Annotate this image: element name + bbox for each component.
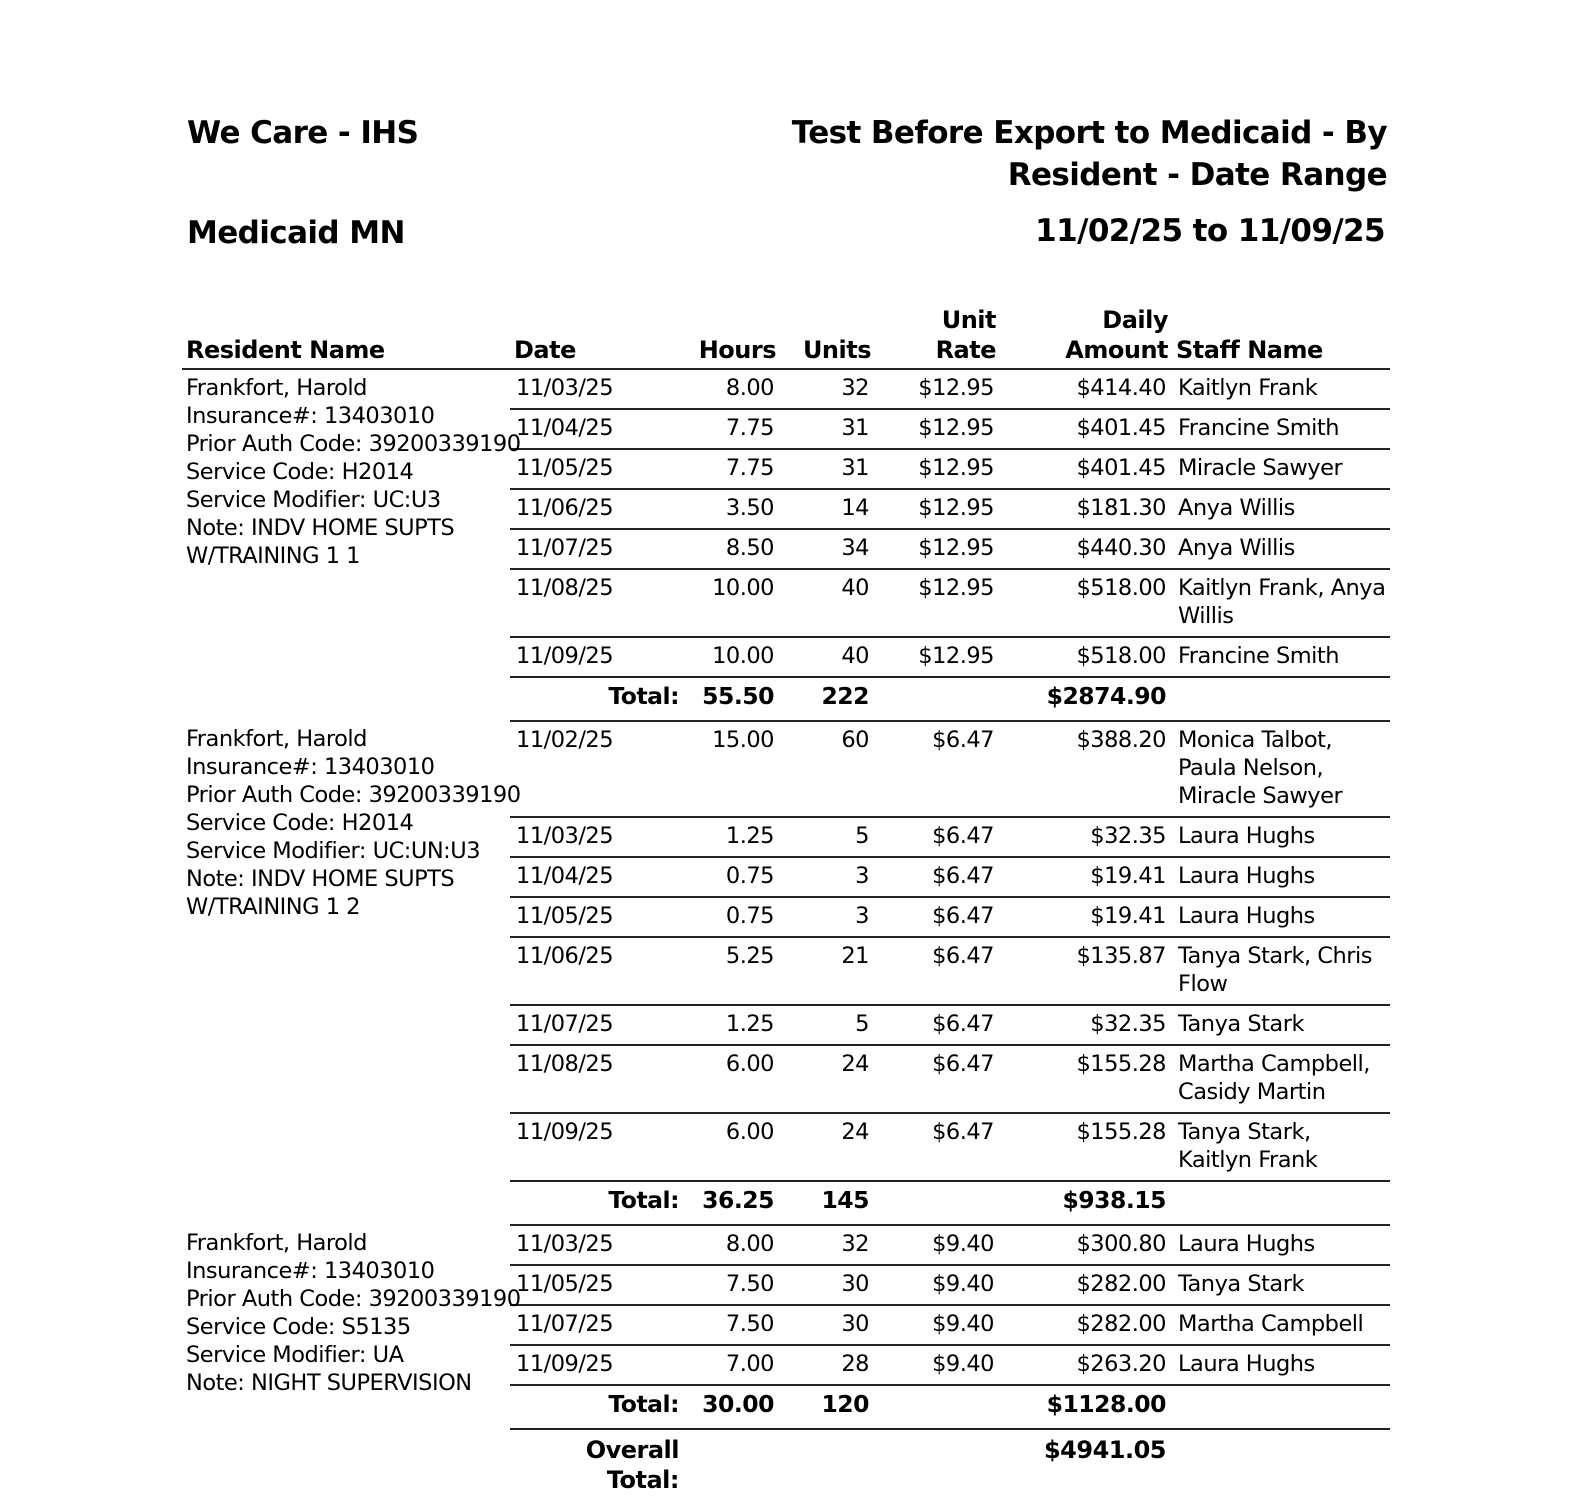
- daily-amount-cell: $300.80: [1000, 1225, 1172, 1265]
- units-cell: 3: [780, 897, 875, 937]
- col-daily-amount: [1000, 305, 1172, 369]
- prior-auth-code: Prior Auth Code: 39200339190: [186, 782, 521, 808]
- staff-name-cell: Laura Hughs: [1172, 857, 1390, 897]
- date-cell: 11/04/25: [510, 409, 685, 449]
- staff-name-cell: Tanya Stark: [1172, 1265, 1390, 1305]
- subtotal-units: 145: [780, 1181, 875, 1225]
- units-cell: 40: [780, 637, 875, 677]
- col-units: Units: [780, 305, 875, 369]
- subtotal-hours: 30.00: [685, 1385, 780, 1429]
- overall-spacer: [780, 1429, 875, 1501]
- service-modifier: Service Modifier: UA: [186, 1342, 404, 1368]
- unit-rate-cell: $9.40: [875, 1265, 1000, 1305]
- insurance-number: Insurance#: 13403010: [186, 403, 435, 429]
- col-unit-rate: [875, 305, 1000, 369]
- staff-name-cell: Laura Hughs: [1172, 817, 1390, 857]
- resident-info: [182, 1225, 521, 1429]
- staff-name-cell: Kaitlyn Frank: [1172, 369, 1390, 409]
- unit-rate-cell: $9.40: [875, 1345, 1000, 1385]
- overall-label-line-1: Overall: [585, 1436, 679, 1464]
- overall-spacer: [685, 1429, 780, 1501]
- col-date: Date: [510, 305, 685, 369]
- staff-name-cell: Anya Willis: [1172, 529, 1390, 569]
- staff-name-cell: Francine Smith: [1172, 409, 1390, 449]
- staff-name-cell: Laura Hughs: [1172, 897, 1390, 937]
- hours-cell: 8.00: [685, 1225, 780, 1265]
- subtotal-spacer: [875, 1181, 1000, 1225]
- date-cell: 11/05/25: [510, 1265, 685, 1305]
- subtotal-hours: 55.50: [685, 677, 780, 721]
- unit-rate-cell: $12.95: [875, 489, 1000, 529]
- hours-cell: 7.75: [685, 449, 780, 489]
- units-cell: 30: [780, 1305, 875, 1345]
- date-cell: 11/09/25: [510, 637, 685, 677]
- units-cell: 34: [780, 529, 875, 569]
- resident-note-cont: W/TRAINING 1 2: [186, 894, 360, 920]
- staff-name-cell: Kaitlyn Frank, Anya Willis: [1172, 569, 1390, 637]
- date-cell: 11/05/25: [510, 449, 685, 489]
- subtotal-spacer: [1172, 677, 1390, 721]
- subtotal-units: 222: [780, 677, 875, 721]
- hours-cell: 0.75: [685, 897, 780, 937]
- date-cell: 11/04/25: [510, 857, 685, 897]
- daily-amount-cell: $401.45: [1000, 449, 1172, 489]
- date-cell: 11/03/25: [510, 369, 685, 409]
- units-cell: 60: [780, 721, 875, 817]
- organization-name: We Care - IHS: [187, 115, 419, 151]
- service-code: Service Code: S5135: [186, 1314, 411, 1340]
- unit-rate-cell: $12.95: [875, 569, 1000, 637]
- unit-rate-cell: $12.95: [875, 529, 1000, 569]
- column-header-row: [182, 305, 1390, 369]
- resident-name: Frankfort, Harold: [186, 375, 367, 401]
- daily-amount-cell: $518.00: [1000, 637, 1172, 677]
- date-cell: 11/09/25: [510, 1113, 685, 1181]
- hours-cell: 3.50: [685, 489, 780, 529]
- units-cell: 5: [780, 1005, 875, 1045]
- units-cell: 31: [780, 409, 875, 449]
- date-cell: 11/08/25: [510, 569, 685, 637]
- units-cell: 28: [780, 1345, 875, 1385]
- hours-cell: 1.25: [685, 1005, 780, 1045]
- hours-cell: 6.00: [685, 1113, 780, 1181]
- daily-amount-cell: $19.41: [1000, 857, 1172, 897]
- daily-amount-cell: $32.35: [1000, 817, 1172, 857]
- units-cell: 5: [780, 817, 875, 857]
- subtotal-label: Total:: [510, 677, 685, 721]
- unit-rate-cell: $12.95: [875, 449, 1000, 489]
- daily-amount-cell: $155.28: [1000, 1113, 1172, 1181]
- date-cell: 11/06/25: [510, 937, 685, 1005]
- report-title: [687, 112, 1387, 196]
- unit-rate-cell: $12.95: [875, 409, 1000, 449]
- overall-total-row: [182, 1429, 1390, 1501]
- hours-cell: 7.50: [685, 1305, 780, 1345]
- resident-note: Note: INDV HOME SUPTS: [186, 515, 455, 541]
- date-cell: 11/03/25: [510, 1225, 685, 1265]
- daily-amount-cell: $282.00: [1000, 1305, 1172, 1345]
- staff-name-cell: Monica Talbot, Paula Nelson, Miracle Sawyer: [1172, 721, 1390, 817]
- subtotal-spacer: [875, 677, 1000, 721]
- date-cell: 11/09/25: [510, 1345, 685, 1385]
- subtotal-amount: $2874.90: [1000, 677, 1172, 721]
- units-cell: 32: [780, 1225, 875, 1265]
- billing-report-table: [182, 305, 1390, 1501]
- daily-amount-cell: $518.00: [1000, 569, 1172, 637]
- subtotal-spacer: [1172, 1181, 1390, 1225]
- staff-name-cell: Laura Hughs: [1172, 1225, 1390, 1265]
- resident-name: Frankfort, Harold: [186, 1230, 367, 1256]
- col-hours: Hours: [685, 305, 780, 369]
- hours-cell: 1.25: [685, 817, 780, 857]
- report-title-line-1: Test Before Export to Medicaid - By: [791, 115, 1387, 151]
- service-code: Service Code: H2014: [186, 459, 414, 485]
- overall-spacer: [875, 1429, 1000, 1501]
- unit-rate-cell: $6.47: [875, 937, 1000, 1005]
- unit-rate-cell: $6.47: [875, 897, 1000, 937]
- staff-name-cell: Martha Campbell: [1172, 1305, 1390, 1345]
- table-row: [182, 1225, 1390, 1265]
- resident-note: Note: INDV HOME SUPTS: [186, 866, 455, 892]
- staff-name-cell: Laura Hughs: [1172, 1345, 1390, 1385]
- resident-info: [182, 721, 521, 1225]
- units-cell: 31: [780, 449, 875, 489]
- unit-rate-cell: $6.47: [875, 1045, 1000, 1113]
- report-title-line-2: Resident - Date Range: [1007, 157, 1387, 193]
- service-modifier: Service Modifier: UC:U3: [186, 487, 441, 513]
- daily-amount-cell: $135.87: [1000, 937, 1172, 1005]
- resident-info: [182, 369, 521, 721]
- unit-rate-cell: $9.40: [875, 1305, 1000, 1345]
- units-cell: 3: [780, 857, 875, 897]
- prior-auth-code: Prior Auth Code: 39200339190: [186, 431, 521, 457]
- unit-rate-cell: $12.95: [875, 369, 1000, 409]
- hours-cell: 7.50: [685, 1265, 780, 1305]
- col-daily-amount-line-2: Amount: [1065, 336, 1168, 364]
- hours-cell: 7.00: [685, 1345, 780, 1385]
- hours-cell: 8.50: [685, 529, 780, 569]
- hours-cell: 7.75: [685, 409, 780, 449]
- unit-rate-cell: $6.47: [875, 857, 1000, 897]
- unit-rate-cell: $6.47: [875, 1005, 1000, 1045]
- hours-cell: 6.00: [685, 1045, 780, 1113]
- daily-amount-cell: $181.30: [1000, 489, 1172, 529]
- subtotal-spacer: [875, 1385, 1000, 1429]
- subtotal-label: Total:: [510, 1181, 685, 1225]
- overall-label-line-2: Total:: [606, 1466, 679, 1494]
- daily-amount-cell: $401.45: [1000, 409, 1172, 449]
- subtotal-amount: $938.15: [1000, 1181, 1172, 1225]
- daily-amount-cell: $155.28: [1000, 1045, 1172, 1113]
- subtotal-label: Total:: [510, 1385, 685, 1429]
- units-cell: 14: [780, 489, 875, 529]
- subtotal-units: 120: [780, 1385, 875, 1429]
- service-code: Service Code: H2014: [186, 810, 414, 836]
- overall-total-label: [510, 1429, 685, 1501]
- col-daily-amount-line-1: Daily: [1102, 306, 1168, 334]
- staff-name-cell: Tanya Stark: [1172, 1005, 1390, 1045]
- date-cell: 11/07/25: [510, 529, 685, 569]
- overall-spacer: [1172, 1429, 1390, 1501]
- date-range: 11/02/25 to 11/09/25: [1035, 213, 1385, 249]
- daily-amount-cell: $388.20: [1000, 721, 1172, 817]
- hours-cell: 5.25: [685, 937, 780, 1005]
- prior-auth-code: Prior Auth Code: 39200339190: [186, 1286, 521, 1312]
- date-cell: 11/07/25: [510, 1005, 685, 1045]
- daily-amount-cell: $414.40: [1000, 369, 1172, 409]
- units-cell: 40: [780, 569, 875, 637]
- overall-spacer: [182, 1429, 510, 1501]
- units-cell: 24: [780, 1113, 875, 1181]
- staff-name-cell: Martha Campbell, Casidy Martin: [1172, 1045, 1390, 1113]
- date-cell: 11/03/25: [510, 817, 685, 857]
- insurance-number: Insurance#: 13403010: [186, 1258, 435, 1284]
- table-row: [182, 721, 1390, 817]
- col-unit-rate-line-2: Rate: [935, 336, 996, 364]
- staff-name-cell: Francine Smith: [1172, 637, 1390, 677]
- resident-name: Frankfort, Harold: [186, 726, 367, 752]
- col-staff-name: Staff Name: [1172, 305, 1390, 369]
- unit-rate-cell: $6.47: [875, 817, 1000, 857]
- col-unit-rate-line-1: Unit: [941, 306, 996, 334]
- staff-name-cell: Tanya Stark, Kaitlyn Frank: [1172, 1113, 1390, 1181]
- units-cell: 32: [780, 369, 875, 409]
- units-cell: 30: [780, 1265, 875, 1305]
- daily-amount-cell: $32.35: [1000, 1005, 1172, 1045]
- subtotal-spacer: [1172, 1385, 1390, 1429]
- staff-name-cell: Tanya Stark, Chris Flow: [1172, 937, 1390, 1005]
- units-cell: 24: [780, 1045, 875, 1113]
- hours-cell: 15.00: [685, 721, 780, 817]
- unit-rate-cell: $12.95: [875, 637, 1000, 677]
- staff-name-cell: Anya Willis: [1172, 489, 1390, 529]
- date-cell: 11/08/25: [510, 1045, 685, 1113]
- date-cell: 11/07/25: [510, 1305, 685, 1345]
- staff-name-cell: Miracle Sawyer: [1172, 449, 1390, 489]
- date-cell: 11/05/25: [510, 897, 685, 937]
- subtotal-hours: 36.25: [685, 1181, 780, 1225]
- service-modifier: Service Modifier: UC:UN:U3: [186, 838, 481, 864]
- insurance-number: Insurance#: 13403010: [186, 754, 435, 780]
- resident-note: Note: NIGHT SUPERVISION: [186, 1370, 472, 1396]
- hours-cell: 10.00: [685, 637, 780, 677]
- payer-name: Medicaid MN: [187, 215, 405, 251]
- unit-rate-cell: $6.47: [875, 1113, 1000, 1181]
- hours-cell: 0.75: [685, 857, 780, 897]
- date-cell: 11/06/25: [510, 489, 685, 529]
- col-resident-name: Resident Name: [182, 305, 510, 369]
- hours-cell: 8.00: [685, 369, 780, 409]
- overall-total-amount: $4941.05: [1043, 1436, 1166, 1464]
- subtotal-amount: $1128.00: [1000, 1385, 1172, 1429]
- report-body: [182, 369, 1390, 1501]
- units-cell: 21: [780, 937, 875, 1005]
- date-cell: 11/02/25: [510, 721, 685, 817]
- daily-amount-cell: $282.00: [1000, 1265, 1172, 1305]
- daily-amount-cell: $19.41: [1000, 897, 1172, 937]
- daily-amount-cell: $263.20: [1000, 1345, 1172, 1385]
- hours-cell: 10.00: [685, 569, 780, 637]
- table-row: [182, 369, 1390, 409]
- resident-note-cont: W/TRAINING 1 1: [186, 543, 360, 569]
- daily-amount-cell: $440.30: [1000, 529, 1172, 569]
- unit-rate-cell: $6.47: [875, 721, 1000, 817]
- unit-rate-cell: $9.40: [875, 1225, 1000, 1265]
